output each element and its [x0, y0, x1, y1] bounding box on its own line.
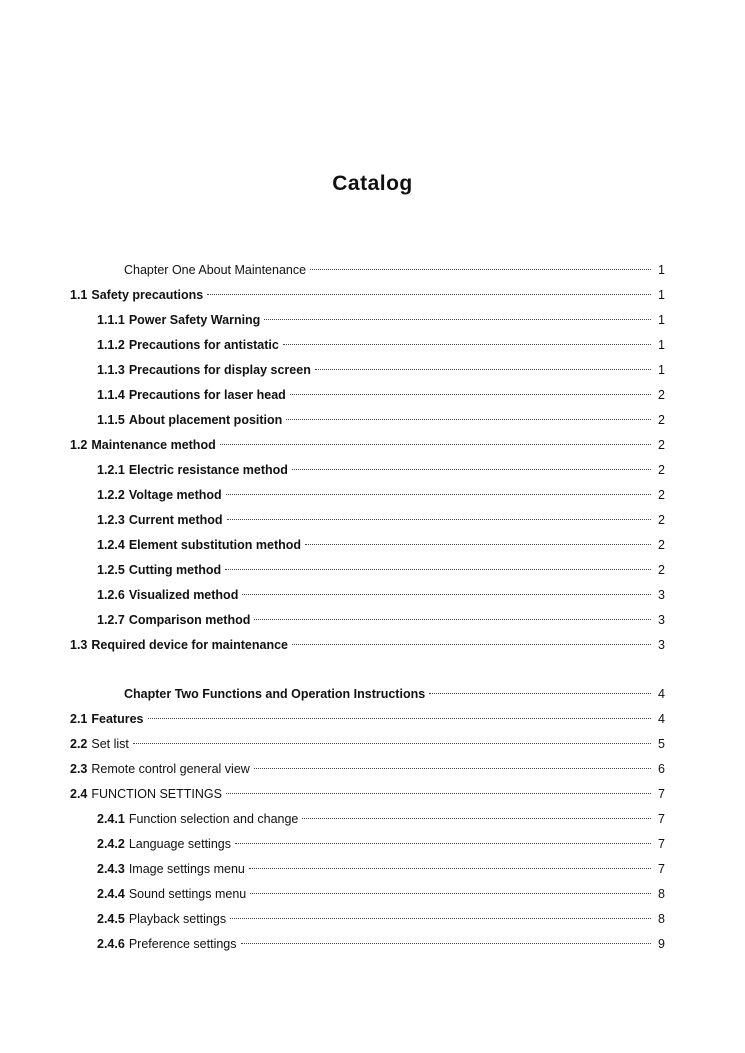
- toc-entry-title: About placement position: [128, 413, 283, 427]
- toc-entry-number: 2.1: [70, 712, 88, 726]
- toc-entry[interactable]: [70, 283, 665, 308]
- toc-entry-page: 1: [658, 288, 665, 302]
- dot-leader: [226, 793, 651, 794]
- toc-entry-page: 4: [658, 712, 665, 726]
- dot-leader: [292, 469, 651, 470]
- toc-entry[interactable]: [70, 583, 665, 608]
- dot-leader: [249, 868, 651, 869]
- dot-leader: [310, 269, 651, 270]
- toc-entry-title: Language settings: [128, 837, 231, 851]
- toc-entry[interactable]: [70, 857, 665, 882]
- toc-entry-number: 1.2.2: [97, 488, 125, 502]
- toc-entry-number: 1.2.1: [97, 463, 125, 477]
- toc-entry[interactable]: [70, 807, 665, 832]
- toc-entry-page: 1: [658, 313, 665, 327]
- toc-entry-title: Precautions for display screen: [128, 363, 311, 377]
- toc-entry-page: 2: [658, 513, 665, 527]
- toc-entry-page: 4: [658, 687, 665, 701]
- dot-leader: [315, 369, 651, 370]
- toc-entry-number: 2.3: [70, 762, 88, 776]
- toc-entry[interactable]: [70, 508, 665, 533]
- toc-entry[interactable]: [70, 682, 665, 707]
- toc-entry[interactable]: [70, 258, 665, 283]
- toc-entry[interactable]: [70, 608, 665, 633]
- toc-entry-title: Element substitution method: [128, 538, 302, 552]
- toc-entry-number: 2.4.4: [97, 887, 125, 901]
- toc-entry[interactable]: [70, 383, 665, 408]
- toc-entry-page: 3: [658, 613, 665, 627]
- toc-entry-title: Chapter One About Maintenance: [124, 263, 307, 277]
- toc-entry-number: 1.2.7: [97, 613, 125, 627]
- toc-entry-title: Visualized method: [128, 588, 239, 602]
- dot-leader: [207, 294, 651, 295]
- toc-entry-title: Preference settings: [128, 937, 237, 951]
- toc-entry-title: Current method: [128, 513, 223, 527]
- toc-entry-title: Set list: [91, 737, 129, 751]
- toc-entry-title: Required device for maintenance: [91, 638, 288, 652]
- dot-leader: [235, 843, 651, 844]
- toc-entry-number: 2.4: [70, 787, 88, 801]
- toc-entry[interactable]: [70, 533, 665, 558]
- toc-entry-number: 2.4.1: [97, 812, 125, 826]
- toc-entry-number: 1.1.4: [97, 388, 125, 402]
- toc-entry[interactable]: [70, 358, 665, 383]
- page-title: Catalog: [332, 172, 413, 195]
- toc-entry-page: 2: [658, 388, 665, 402]
- dot-leader: [292, 644, 651, 645]
- toc-entry[interactable]: [70, 408, 665, 433]
- toc-entry-title: Function selection and change: [128, 812, 299, 826]
- toc-entry[interactable]: [70, 832, 665, 857]
- toc-entry-page: 7: [658, 787, 665, 801]
- toc-entry-title: Cutting method: [128, 563, 222, 577]
- dot-leader: [302, 818, 651, 819]
- toc-entry-page: 7: [658, 862, 665, 876]
- dot-leader: [241, 943, 651, 944]
- dot-leader: [220, 444, 651, 445]
- table-of-contents: [70, 258, 665, 957]
- toc-entry-page: 8: [658, 912, 665, 926]
- toc-entry-number: 1.3: [70, 638, 88, 652]
- toc-entry-number: 1.2.5: [97, 563, 125, 577]
- toc-entry-title: Voltage method: [128, 488, 222, 502]
- toc-entry-number: 1.1: [70, 288, 88, 302]
- dot-leader: [242, 594, 651, 595]
- toc-entry-number: 1.1.2: [97, 338, 125, 352]
- dot-leader: [250, 893, 651, 894]
- toc-entry-page: 8: [658, 887, 665, 901]
- toc-entry[interactable]: [70, 433, 665, 458]
- toc-entry-number: 1.2.3: [97, 513, 125, 527]
- dot-leader: [230, 918, 651, 919]
- toc-entry-number: 2.2: [70, 737, 88, 751]
- toc-entry-page: 2: [658, 438, 665, 452]
- toc-entry-number: 1.2.4: [97, 538, 125, 552]
- toc-entry[interactable]: [70, 333, 665, 358]
- toc-entry-title: Safety precautions: [91, 288, 204, 302]
- toc-entry[interactable]: [70, 458, 665, 483]
- dot-leader: [429, 693, 651, 694]
- toc-entry-page: 2: [658, 488, 665, 502]
- toc-entry-number: 2.4.5: [97, 912, 125, 926]
- toc-entry[interactable]: [70, 633, 665, 658]
- dot-leader: [254, 768, 651, 769]
- toc-entry-title: FUNCTION SETTINGS: [91, 787, 222, 801]
- toc-entry-page: 3: [658, 588, 665, 602]
- toc-entry[interactable]: [70, 932, 665, 957]
- toc-entry[interactable]: [70, 483, 665, 508]
- toc-entry-number: 1.2.6: [97, 588, 125, 602]
- dot-leader: [225, 569, 651, 570]
- toc-entry-title: Precautions for antistatic: [128, 338, 279, 352]
- toc-entry-page: 1: [658, 338, 665, 352]
- toc-entry-title: Precautions for laser head: [128, 388, 286, 402]
- dot-leader: [264, 319, 651, 320]
- toc-entry-title: Comparison method: [128, 613, 251, 627]
- toc-entry-page: 3: [658, 638, 665, 652]
- toc-entry-number: 1.2: [70, 438, 88, 452]
- toc-entry-page: 2: [658, 563, 665, 577]
- toc-entry-number: 1.1.3: [97, 363, 125, 377]
- toc-entry-number: 2.4.3: [97, 862, 125, 876]
- toc-entry-title: Playback settings: [128, 912, 227, 926]
- toc-entry-title: Maintenance method: [91, 438, 216, 452]
- dot-leader: [283, 344, 651, 345]
- toc-entry-page: 2: [658, 413, 665, 427]
- dot-leader: [148, 718, 652, 719]
- dot-leader: [133, 743, 651, 744]
- toc-entry-title: Power Safety Warning: [128, 313, 261, 327]
- toc-entry-title: Chapter Two Functions and Operation Instructions: [124, 687, 426, 701]
- toc-entry-page: 1: [658, 263, 665, 277]
- dot-leader: [226, 494, 651, 495]
- toc-entry[interactable]: [70, 707, 665, 732]
- toc-entry[interactable]: [70, 782, 665, 807]
- dot-leader: [290, 394, 651, 395]
- toc-entry[interactable]: [70, 558, 665, 583]
- toc-entry-title: Electric resistance method: [128, 463, 288, 477]
- toc-entry-page: 2: [658, 538, 665, 552]
- dot-leader: [286, 419, 651, 420]
- toc-entry-page: 6: [658, 762, 665, 776]
- dot-leader: [227, 519, 651, 520]
- toc-entry[interactable]: [70, 732, 665, 757]
- toc-entry[interactable]: [70, 308, 665, 333]
- toc-entry-title: Image settings menu: [128, 862, 245, 876]
- toc-entry[interactable]: [70, 882, 665, 907]
- toc-entry-number: 2.4.6: [97, 937, 125, 951]
- toc-entry-page: 1: [658, 363, 665, 377]
- toc-entry-title: Remote control general view: [91, 762, 250, 776]
- toc-entry-page: 9: [658, 937, 665, 951]
- toc-entry-page: 5: [658, 737, 665, 751]
- dot-leader: [254, 619, 651, 620]
- toc-entry[interactable]: [70, 907, 665, 932]
- dot-leader: [305, 544, 651, 545]
- toc-entry-title: Features: [91, 712, 144, 726]
- toc-entry-number: 1.1.5: [97, 413, 125, 427]
- toc-entry[interactable]: [70, 757, 665, 782]
- toc-entry-page: 7: [658, 837, 665, 851]
- toc-entry-number: 1.1.1: [97, 313, 125, 327]
- toc-entry-page: 7: [658, 812, 665, 826]
- toc-entry-page: 2: [658, 463, 665, 477]
- toc-entry-title: Sound settings menu: [128, 887, 247, 901]
- toc-entry-number: 2.4.2: [97, 837, 125, 851]
